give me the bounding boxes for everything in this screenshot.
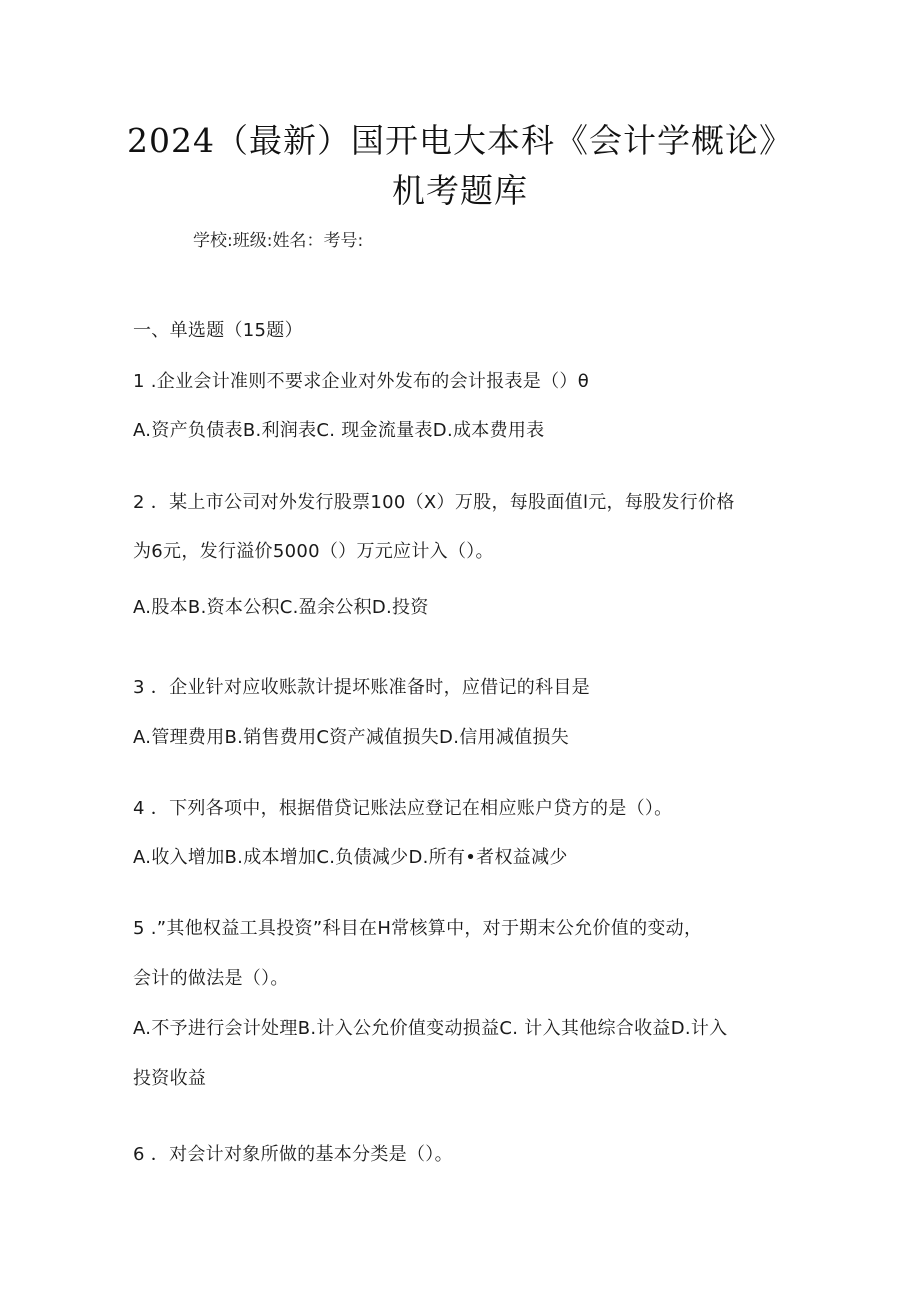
question-3-options: A.管理费用B.销售费用C资产减值损失D.信用减值损失 bbox=[133, 727, 570, 748]
question-2-stem: 2 ．某上市公司对外发行股票100（X）万股，每股面值l元，每股发行价格 bbox=[133, 492, 735, 513]
question-6-stem: 6 ．对会计对象所做的基本分类是（）。 bbox=[133, 1144, 453, 1165]
question-2-options: A.股本B.资本公积C.盈余公积D.投资 bbox=[133, 597, 429, 618]
question-1-options: A.资产负债表B.利润表C. 现金流量表D.成本费用表 bbox=[133, 420, 545, 441]
document-title-line-1: 2024（最新）国开电大本科《会计学概论》 bbox=[127, 121, 793, 160]
question-4-options: A.收入增加B.成本增加C.负债减少D.所有•者权益减少 bbox=[133, 847, 568, 868]
section-heading: 一、单选题（15题） bbox=[133, 320, 303, 341]
question-5-stem-cont: 会计的做法是（）。 bbox=[133, 968, 289, 989]
question-5-stem: 5 .”其他权益工具投资”科目在H常核算中，对于期末公允价值的变动， bbox=[133, 918, 703, 939]
document-title-line-2: 机考题库 bbox=[392, 171, 528, 210]
question-5-options-cont: 投资收益 bbox=[133, 1068, 207, 1089]
question-5-options: A.不予进行会计处理B.计入公允价值变动损益C. 计入其他综合收益D.计入 bbox=[133, 1018, 728, 1039]
student-info-line: 学校:班级:姓名：考号: bbox=[193, 231, 364, 251]
question-2-stem-cont: 为6元，发行溢价5000（）万元应计入（）。 bbox=[133, 541, 494, 562]
question-1-stem: 1 .企业会计准则不要求企业对外发布的会计报表是（）θ bbox=[133, 371, 590, 392]
question-3-stem: 3 ．企业针对应收账款计提坏账准备时，应借记的科目是 bbox=[133, 677, 590, 698]
question-4-stem: 4 ．下列各项中，根据借贷记账法应登记在相应账户贷方的是（）。 bbox=[133, 798, 673, 819]
